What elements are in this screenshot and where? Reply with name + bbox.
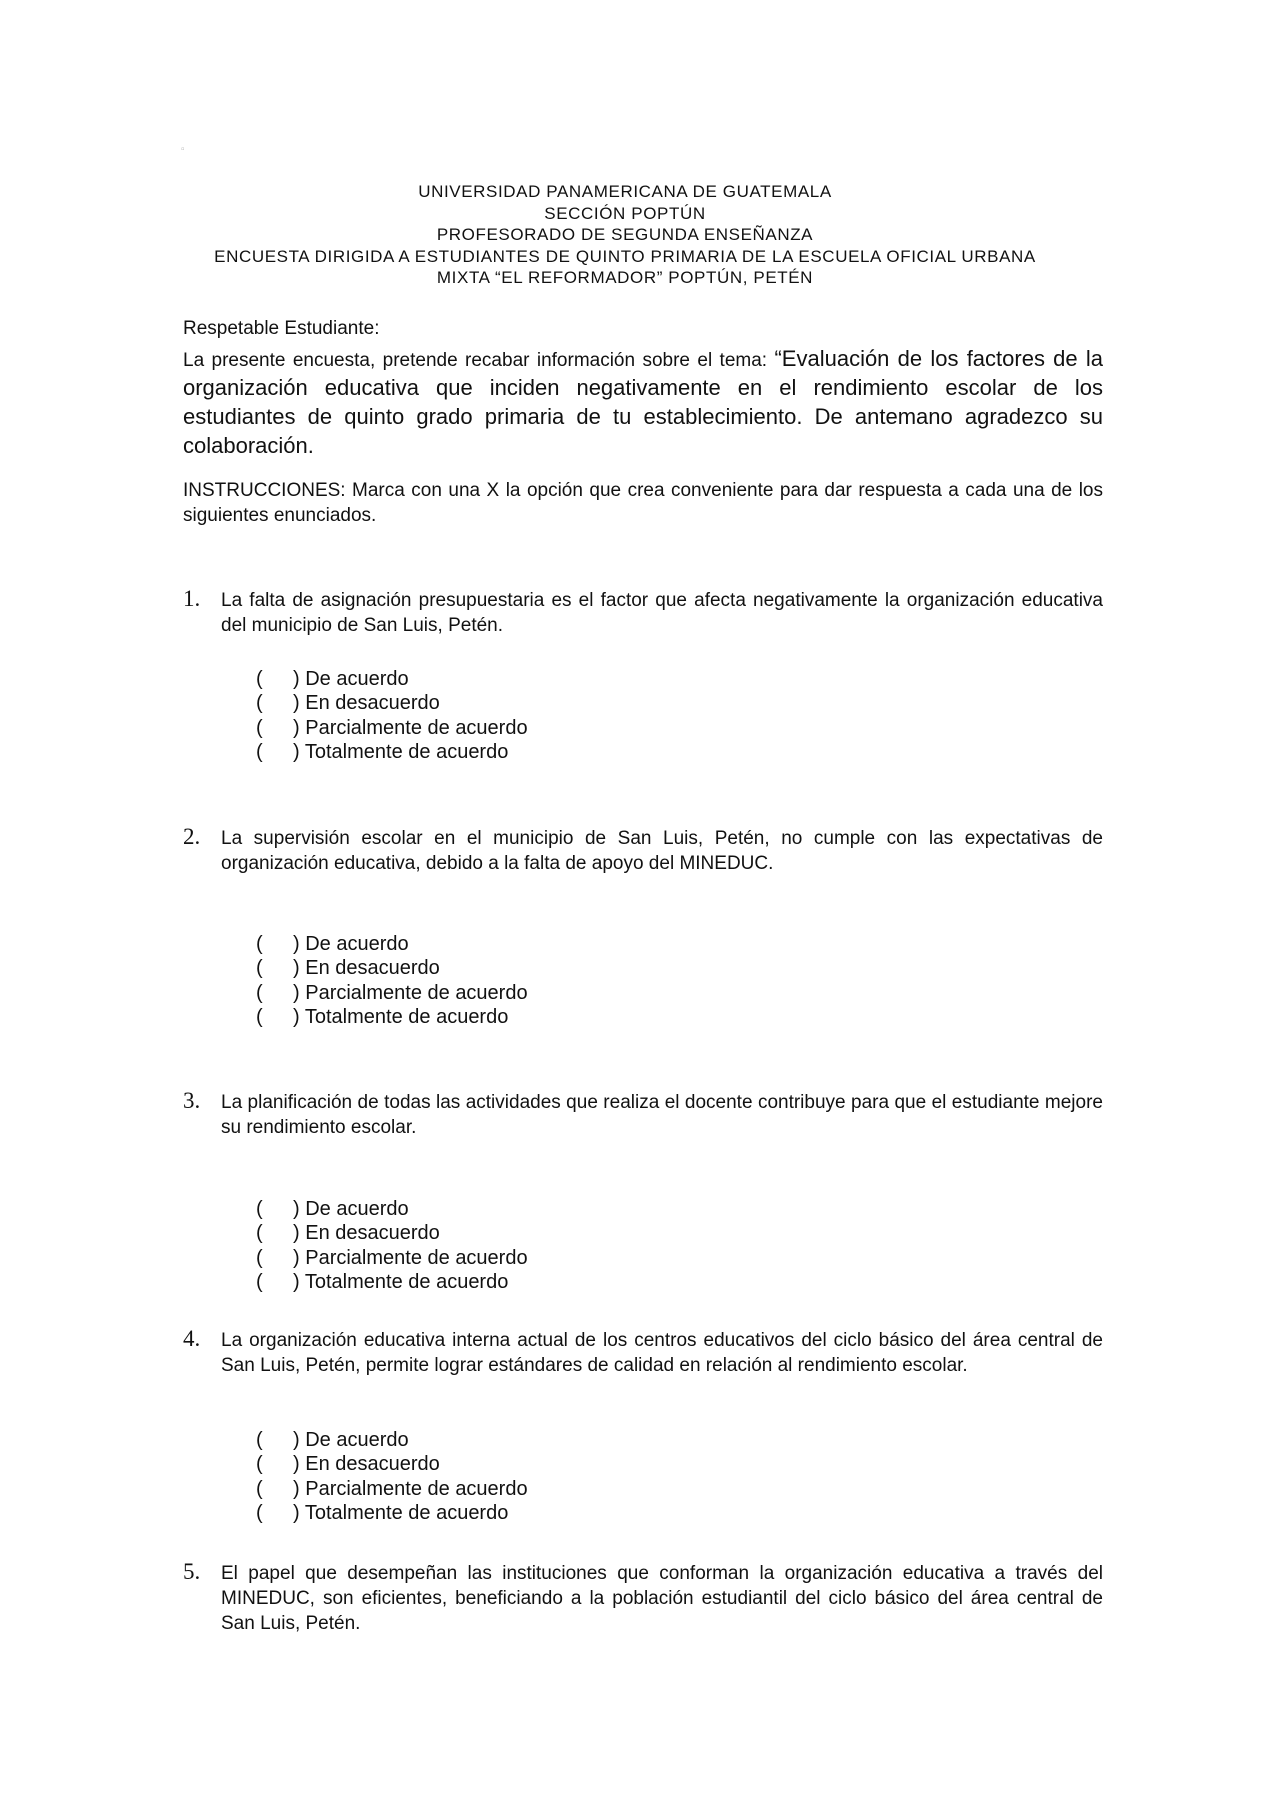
option-label: De acuerdo: [305, 933, 409, 955]
option-paren-open: (: [256, 933, 263, 955]
intro-paragraph: [183, 345, 1103, 461]
option-paren-open: (: [256, 668, 263, 690]
option-paren-open: (: [256, 716, 263, 739]
option-paren-close: ): [293, 1501, 300, 1524]
question-number: 5.: [183, 1559, 201, 1584]
document-header: [150, 181, 1100, 289]
option-label: Totalmente de acuerdo: [304, 740, 509, 763]
option-label: De acuerdo: [305, 1429, 409, 1451]
header-survey-title: ENCUESTA DIRIGIDA A ESTUDIANTES DE QUINTO PRIMARIA DE LA ESCUELA OFICIAL URBANA: [214, 246, 1036, 266]
option-paren-close: ): [293, 1453, 300, 1476]
option-totalmente-de-acuerdo[interactable]: [256, 1005, 528, 1029]
option-label: En desacuerdo: [305, 1453, 440, 1476]
option-paren-open: (: [256, 740, 263, 763]
option-paren-open: (: [256, 692, 263, 715]
greeting: Respetable Estudiante:: [183, 318, 380, 339]
question-4-options: [256, 1428, 528, 1525]
option-de-acuerdo[interactable]: [256, 932, 528, 956]
option-parcialmente-de-acuerdo[interactable]: [256, 981, 528, 1005]
option-parcialmente-de-acuerdo[interactable]: [256, 1477, 528, 1501]
option-paren-close: ): [293, 1477, 300, 1500]
option-paren-open: (: [256, 1198, 263, 1220]
question-text: La organización educativa interna actual de los centros educativos del ciclo básico del área central de San Luis, Petén, permite lograr estándares de calidad en relación al rendimiento escolar.: [221, 1330, 1103, 1376]
option-paren-close: ): [293, 716, 300, 739]
option-paren-close: ): [293, 740, 300, 763]
question-text: La falta de asignación presupuestaria es el factor que afecta negativamente la organización educativa del municipio de San Luis, Petén.: [221, 590, 1103, 636]
option-label: En desacuerdo: [305, 957, 440, 980]
option-de-acuerdo[interactable]: [256, 1428, 528, 1452]
option-label: Parcialmente de acuerdo: [305, 1246, 528, 1269]
option-paren-open: (: [256, 1005, 263, 1028]
option-paren-open: (: [256, 1246, 263, 1269]
question-text: La planificación de todas las actividades que realiza el docente contribuye para que el estudiante mejore su rendimiento escolar.: [221, 1092, 1103, 1138]
option-paren-open: (: [256, 1501, 263, 1524]
option-de-acuerdo[interactable]: [256, 667, 528, 691]
question-4: [183, 1328, 1103, 1378]
option-parcialmente-de-acuerdo[interactable]: [256, 1246, 528, 1270]
header-program: PROFESORADO DE SEGUNDA ENSEÑANZA: [436, 225, 814, 244]
option-label: En desacuerdo: [305, 1222, 440, 1245]
question-2-options: [256, 932, 528, 1029]
option-label: Totalmente de acuerdo: [304, 1270, 509, 1293]
question-number: 3.: [183, 1088, 201, 1113]
question-number: 1.: [183, 586, 201, 611]
option-paren-open: (: [256, 981, 263, 1004]
question-5: [183, 1561, 1103, 1636]
header-school: MIXTA “EL REFORMADOR” POPTÚN, PETÉN: [436, 268, 814, 287]
option-label: Totalmente de acuerdo: [304, 1501, 509, 1524]
question-number: 2.: [183, 824, 201, 849]
option-en-desacuerdo[interactable]: [256, 1452, 528, 1476]
option-paren-open: (: [256, 1270, 263, 1293]
option-label: De acuerdo: [305, 1198, 409, 1220]
option-paren-close: ): [293, 692, 300, 715]
option-de-acuerdo[interactable]: [256, 1197, 528, 1221]
question-3: [183, 1090, 1103, 1140]
page-mark: ▫: [181, 144, 185, 155]
option-label: De acuerdo: [305, 668, 409, 690]
question-1-options: [256, 667, 528, 764]
option-totalmente-de-acuerdo[interactable]: [256, 1501, 528, 1525]
option-paren-close: ): [293, 1270, 300, 1293]
option-parcialmente-de-acuerdo[interactable]: [256, 716, 528, 740]
option-paren-open: (: [256, 957, 263, 980]
question-3-options: [256, 1197, 528, 1294]
option-label: Totalmente de acuerdo: [304, 1005, 509, 1028]
option-totalmente-de-acuerdo[interactable]: [256, 740, 528, 764]
option-label: Parcialmente de acuerdo: [305, 716, 528, 739]
option-label: Parcialmente de acuerdo: [305, 1477, 528, 1500]
option-paren-close: ): [293, 981, 300, 1004]
intro-topic: “Evaluación de los factores de la organización educativa que inciden negativamente en el rendimiento escolar de los estudiantes de quinto grado primaria de tu establecimiento. De antemano agradezco su colaboración.: [183, 346, 1103, 458]
option-paren-close: ): [293, 1429, 300, 1451]
option-paren-close: ): [293, 668, 300, 690]
instructions: INSTRUCCIONES: Marca con una X la opción que crea conveniente para dar respuesta a cada una de los siguientes enunciados.: [183, 480, 1103, 526]
option-paren-open: (: [256, 1453, 263, 1476]
option-paren-close: ): [293, 1246, 300, 1269]
option-en-desacuerdo[interactable]: [256, 691, 528, 715]
question-number: 4.: [183, 1326, 201, 1351]
option-paren-close: ): [293, 1005, 300, 1028]
question-1: [183, 588, 1103, 638]
option-paren-open: (: [256, 1477, 263, 1500]
option-label: En desacuerdo: [305, 692, 440, 715]
option-paren-close: ): [293, 957, 300, 980]
option-paren-close: ): [293, 1198, 300, 1220]
option-en-desacuerdo[interactable]: [256, 1221, 528, 1245]
intro-lead: La presente encuesta, pretende recabar información sobre el tema:: [183, 350, 775, 371]
question-text: El papel que desempeñan las instituciones que conforman la organización educativa a través del MINEDUC, son eficientes, beneficiando a la población estudiantil del ciclo básico del área central de San Luis, Petén.: [221, 1563, 1103, 1634]
option-label: Parcialmente de acuerdo: [305, 981, 528, 1004]
option-paren-open: (: [256, 1222, 263, 1245]
header-section: SECCIÓN POPTÚN: [544, 203, 706, 223]
question-text: La supervisión escolar en el municipio de San Luis, Petén, no cumple con las expectativas de organización educativa, debido a la falta de apoyo del MINEDUC.: [221, 828, 1103, 874]
option-paren-close: ): [293, 933, 300, 955]
option-totalmente-de-acuerdo[interactable]: [256, 1270, 528, 1294]
option-paren-close: ): [293, 1222, 300, 1245]
option-en-desacuerdo[interactable]: [256, 956, 528, 980]
option-paren-open: (: [256, 1429, 263, 1451]
header-university: UNIVERSIDAD PANAMERICANA DE GUATEMALA: [418, 182, 832, 201]
question-2: [183, 826, 1103, 876]
